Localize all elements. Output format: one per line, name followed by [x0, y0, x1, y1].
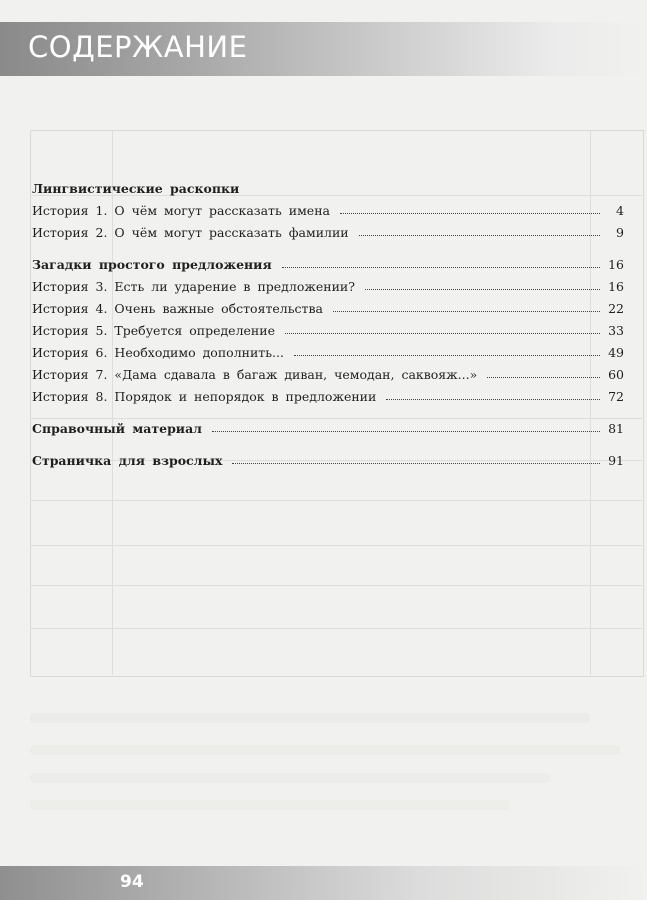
toc-item-label: История 4. Очень важные обстоятельства [32, 301, 323, 316]
dot-leader [282, 267, 600, 268]
toc-page-number: 16 [608, 257, 624, 272]
toc-page-number: 91 [608, 453, 624, 468]
toc-item-story-8[interactable] [32, 382, 624, 404]
dot-leader [359, 235, 600, 236]
toc-section-simple-sentence-riddles[interactable] [32, 250, 624, 272]
dot-leader [232, 463, 600, 464]
toc-section-page-for-adults[interactable] [32, 446, 624, 468]
toc-page-number: 81 [608, 421, 624, 436]
toc-item-label: История 1. О чём могут рассказать имена [32, 203, 330, 218]
toc-page-number: 33 [608, 323, 624, 338]
toc-item-story-5[interactable] [32, 316, 624, 338]
toc-item-story-4[interactable] [32, 294, 624, 316]
toc-page-number: 49 [608, 345, 624, 360]
dot-leader [487, 377, 600, 378]
toc-page-number: 9 [616, 225, 624, 240]
toc-item-story-3[interactable] [32, 272, 624, 294]
toc-item-label: История 5. Требуется определение [32, 323, 275, 338]
toc-item-label: История 7. «Дама сдавала в багаж диван, чемодан, саквояж...» [32, 367, 478, 382]
footer-band [0, 866, 647, 900]
toc-page-number: 72 [608, 389, 624, 404]
toc-section-title: Страничка для взрослых [32, 453, 223, 468]
dot-leader [365, 289, 600, 290]
toc-section-title: Справочный материал [32, 421, 202, 436]
dot-leader [285, 333, 600, 334]
toc-item-story-1[interactable] [32, 196, 624, 218]
toc-item-story-6[interactable] [32, 338, 624, 360]
toc-page-number: 4 [616, 203, 624, 218]
toc-page-number: 60 [608, 367, 624, 382]
toc-section-title: Загадки простого предложения [32, 257, 272, 272]
dot-leader [340, 213, 600, 214]
dot-leader [333, 311, 600, 312]
dot-leader [386, 399, 600, 400]
toc-item-label: История 8. Порядок и непорядок в предложении [32, 389, 377, 404]
table-of-contents [32, 174, 624, 468]
page-title: СОДЕРЖАНИЕ [28, 30, 248, 64]
toc-section-linguistic-digs[interactable] [32, 174, 624, 196]
dot-leader [294, 355, 600, 356]
toc-item-label: История 6. Необходимо дополнить... [32, 345, 284, 360]
toc-item-label: История 3. Есть ли ударение в предложении? [32, 279, 355, 294]
toc-page-number: 16 [608, 279, 624, 294]
toc-section-title: Лингвистические раскопки [32, 181, 240, 196]
toc-section-reference-material[interactable] [32, 414, 624, 436]
toc-item-label: История 2. О чём могут рассказать фамилии [32, 225, 349, 240]
toc-item-story-7[interactable] [32, 360, 624, 382]
dot-leader [212, 431, 600, 432]
toc-item-story-2[interactable] [32, 218, 624, 240]
toc-page-number: 22 [608, 301, 624, 316]
page-number: 94 [120, 872, 144, 892]
